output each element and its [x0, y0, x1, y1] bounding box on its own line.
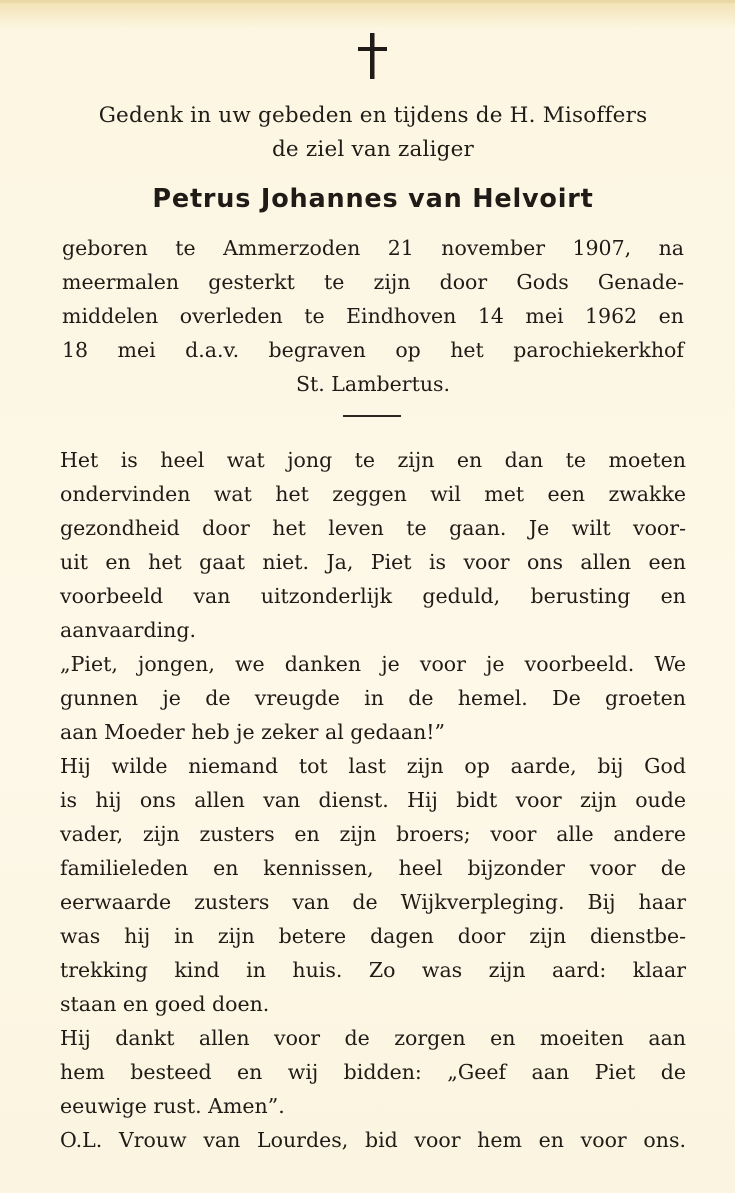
intro-line-1: Gedenk in uw gebeden en tijdens de H. Misoffers — [98, 103, 648, 128]
text-line: „Piet, jongen, we danken je voor je voorbeeld. We — [60, 652, 686, 676]
text-line: eerwaarde zusters van de Wijkverpleging. Bij haar — [60, 890, 686, 914]
bio-line: 18 mei d.a.v. begraven op het parochiekerkhof — [62, 338, 684, 362]
paragraph-3 — [60, 749, 686, 1021]
text-line: uit en het gaat niet. Ja, Piet is voor ons allen een — [60, 550, 686, 574]
text-line: ondervinden wat het zeggen wil met een zwakke — [60, 482, 686, 506]
bio-line: meermalen gesterkt te zijn door Gods Genade- — [62, 270, 684, 294]
text-line: is hij ons allen van dienst. Hij bidt voor zijn oude — [60, 788, 686, 812]
text-line: O.L. Vrouw van Lourdes, bid voor hem en voor ons. — [60, 1128, 686, 1152]
text-line: eeuwige rust. Amen”. — [60, 1094, 285, 1118]
body-text — [60, 443, 686, 1157]
biography — [62, 231, 684, 401]
deceased-name: Petrus Johannes van Helvoirt — [152, 184, 594, 214]
text-line: familieleden en kennissen, heel bijzonder voor de — [60, 856, 686, 880]
text-line: aan Moeder heb je zeker al gedaan!” — [60, 720, 446, 744]
text-line: gunnen je de vreugde in de hemel. De groeten — [60, 686, 686, 710]
paragraph-4 — [60, 1021, 686, 1123]
text-line: hem besteed en wij bidden: „Geef aan Piet de — [60, 1060, 686, 1084]
text-line: Het is heel wat jong te zijn en dan te moeten — [60, 448, 686, 472]
text-line: Hij dankt allen voor de zorgen en moeiten aan — [60, 1026, 686, 1050]
bio-line: St. Lambertus. — [295, 372, 451, 396]
paragraph-1 — [60, 443, 686, 647]
cross-icon — [0, 21, 735, 85]
paragraph-2 — [60, 647, 686, 749]
text-line: was hij in zijn betere dagen door zijn dienstbe- — [60, 924, 686, 948]
bio-line: geboren te Ammerzoden 21 november 1907, na — [62, 236, 684, 260]
text-line: staan en goed doen. — [60, 992, 270, 1016]
text-line: voorbeeld van uitzonderlijk geduld, berusting en — [60, 584, 686, 608]
text-line: gezondheid door het leven te gaan. Je wilt voor- — [60, 516, 686, 540]
intro-text — [60, 99, 686, 167]
text-line: trekking kind in huis. Zo was zijn aard: klaar — [60, 958, 686, 982]
text-line: vader, zijn zusters en zijn broers; voor alle andere — [60, 822, 686, 846]
intro-line-2: de ziel van zaliger — [271, 137, 475, 162]
divider — [343, 415, 401, 417]
bio-line: middelen overleden te Eindhoven 14 mei 1962 en — [62, 304, 684, 328]
closing-prayer — [60, 1123, 686, 1157]
text-line: aanvaarding. — [60, 618, 196, 642]
text-line: Hij wilde niemand tot last zijn op aarde, bij God — [60, 754, 686, 778]
